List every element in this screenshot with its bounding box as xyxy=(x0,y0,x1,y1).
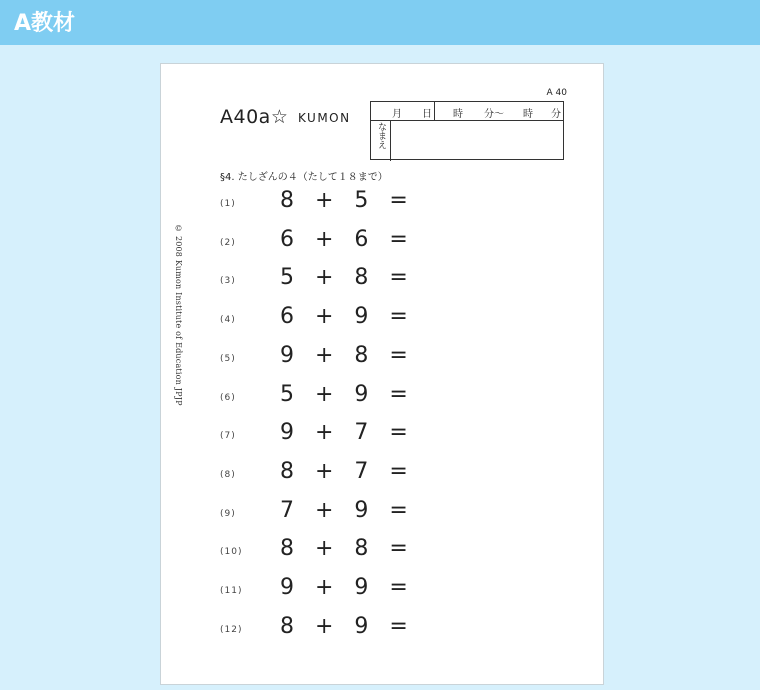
problem-expression: 7 + 9 = xyxy=(280,497,408,523)
day-label: 日 xyxy=(422,109,432,120)
problem-row xyxy=(220,459,420,489)
problem-expression: 6 + 6 = xyxy=(280,226,408,252)
problem-expression: 6 + 9 = xyxy=(280,304,408,330)
name-label-cell xyxy=(371,120,391,161)
problem-expression: 8 + 9 = xyxy=(280,613,408,639)
sheet-code: A40a☆ xyxy=(220,106,289,128)
problem-expression: 9 + 7 = xyxy=(280,420,408,446)
problem-number: (7) xyxy=(220,431,236,442)
problem-row xyxy=(220,188,420,218)
problem-number: (9) xyxy=(220,508,236,519)
section-title: §4. たしざんの４（たして１８まで） xyxy=(220,172,388,183)
problem-expression: 8 + 5 = xyxy=(280,188,408,213)
problem-expression: 8 + 8 = xyxy=(280,536,408,562)
problem-number: (2) xyxy=(220,237,236,248)
problem-row xyxy=(220,304,420,334)
date-row xyxy=(371,102,563,121)
problem-row xyxy=(220,575,420,605)
hour-end-label: 時 xyxy=(523,109,533,120)
copyright-notice: © 2008 Kumon Institute of Education JPJP xyxy=(174,224,183,406)
problem-expression: 8 + 7 = xyxy=(280,458,408,484)
name-field[interactable] xyxy=(391,120,563,159)
problem-expression: 5 + 9 = xyxy=(280,381,408,407)
minute-end-label: 分 xyxy=(551,109,561,120)
problem-row xyxy=(220,614,420,644)
problem-number: (4) xyxy=(220,315,236,326)
problem-expression: 9 + 8 = xyxy=(280,342,408,368)
month-label: 月 xyxy=(392,109,402,120)
problem-row xyxy=(220,265,420,295)
level-tag: A 40 xyxy=(546,88,567,98)
minute-start-label: 分〜 xyxy=(484,109,504,120)
problem-number: (3) xyxy=(220,276,236,287)
problem-number: (1) xyxy=(220,199,236,209)
problem-row xyxy=(220,498,420,528)
brand-logo: KUMON xyxy=(298,111,351,125)
problem-number: (5) xyxy=(220,353,236,364)
problem-number: (6) xyxy=(220,392,236,403)
page-header xyxy=(0,0,760,45)
problem-row xyxy=(220,420,420,450)
problem-expression: 5 + 8 = xyxy=(280,265,408,291)
problem-row xyxy=(220,536,420,566)
problem-number: (10) xyxy=(220,547,243,558)
date-name-box xyxy=(370,101,564,160)
problem-row xyxy=(220,382,420,412)
problem-number: (12) xyxy=(220,624,243,635)
worksheet xyxy=(160,63,604,685)
hour-start-label: 時 xyxy=(453,109,463,120)
problem-number: (11) xyxy=(220,586,243,596)
page-title: A教材 xyxy=(14,11,76,36)
name-label: なまえ xyxy=(376,122,386,149)
date-divider xyxy=(434,102,435,120)
problem-row xyxy=(220,227,420,257)
problem-number: (8) xyxy=(220,469,236,480)
problem-expression: 9 + 9 = xyxy=(280,575,408,600)
problem-row xyxy=(220,343,420,373)
